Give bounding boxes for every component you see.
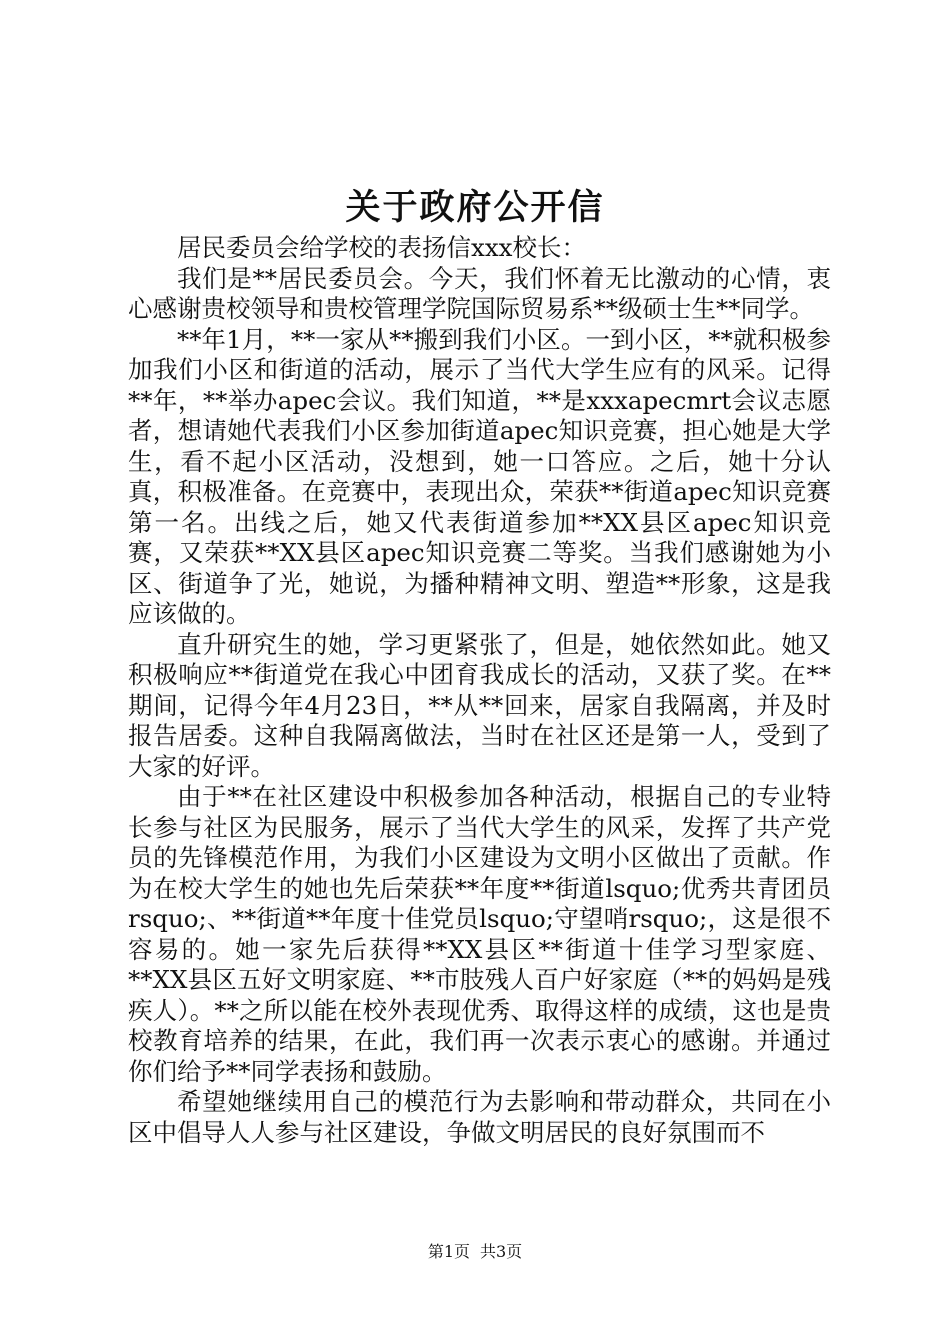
paragraph-apec: **年1月，**一家从**搬到我们小区。一到小区，**就积极参加我们小区和街道的活动，展示了当代大学生应有的风采。记得**年，**举办apec会议。我们知道，**是xxxapecmrt会议志愿者，想请她代表我们小区参加街道apec知识竞赛，担心她是大学生，看不起小区活动，没想到，她一口答应。之后，她十分认真，积极准备。在竞赛中，表现出众，荣获**街道apec知识竞赛第一名。出线之后，她又代表街道参加**XX县区apec知识竞赛，又荣获**XX县区apec知识竞赛二等奖。当我们感谢她为小区、街道争了光，她说，为播种精神文明、塑造**形象，这是我应该做的。 — [128, 324, 831, 628]
document-body — [128, 233, 831, 1148]
paragraph-hope: 希望她继续用自己的模范行为去影响和带动群众，共同在小区中倡导人人参与社区建设，争做文明居民的良好氛围而不 — [128, 1087, 831, 1147]
paragraph-honors: 由于**在社区建设中积极参加各种活动，根据自己的专业特长参与社区为民服务，展示了当代大学生的风采，发挥了共产党员的先锋模范作用，为我们小区建设为文明小区做出了贡献。作为在校大学生的她也先后荣获**年度**街道lsquo;优秀共青团员rsquo;、**街道**年度十佳党员lsquo;守望哨rsquo;，这是很不容易的。她一家先后获得**XX县区**街道十佳学习型家庭、**XX县区五好文明家庭、**市肢残人百户好家庭（**的妈妈是残疾人）。**之所以能在校外表现优秀、取得这样的成绩，这也是贵校教育培养的结果，在此，我们再一次表示衷心的感谢。并通过你们给予**同学表扬和鼓励。 — [128, 782, 831, 1086]
page-number: 第1页 — [427, 1242, 470, 1261]
document-title: 关于政府公开信 — [345, 187, 605, 228]
page-footer — [0, 1240, 950, 1264]
paragraph-intro: 我们是**居民委员会。今天，我们怀着无比激动的心情，衷心感谢贵校领导和贵校管理学院国际贸易系**级硕士生**同学。 — [128, 263, 831, 323]
paragraph-salutation: 居民委员会给学校的表扬信xxx校长： — [177, 233, 586, 262]
page-total: 共3页 — [480, 1242, 523, 1261]
paragraph-graduate: 直升研究生的她，学习更紧张了，但是，她依然如此。她又积极响应**街道党在我心中团育我成长的活动，又获了奖。在**期间，记得今年4月23日，**从**回来，居家自我隔离，并及时报告居委。这种自我隔离做法，当时在社区还是第一人，受到了大家的好评。 — [128, 629, 831, 781]
